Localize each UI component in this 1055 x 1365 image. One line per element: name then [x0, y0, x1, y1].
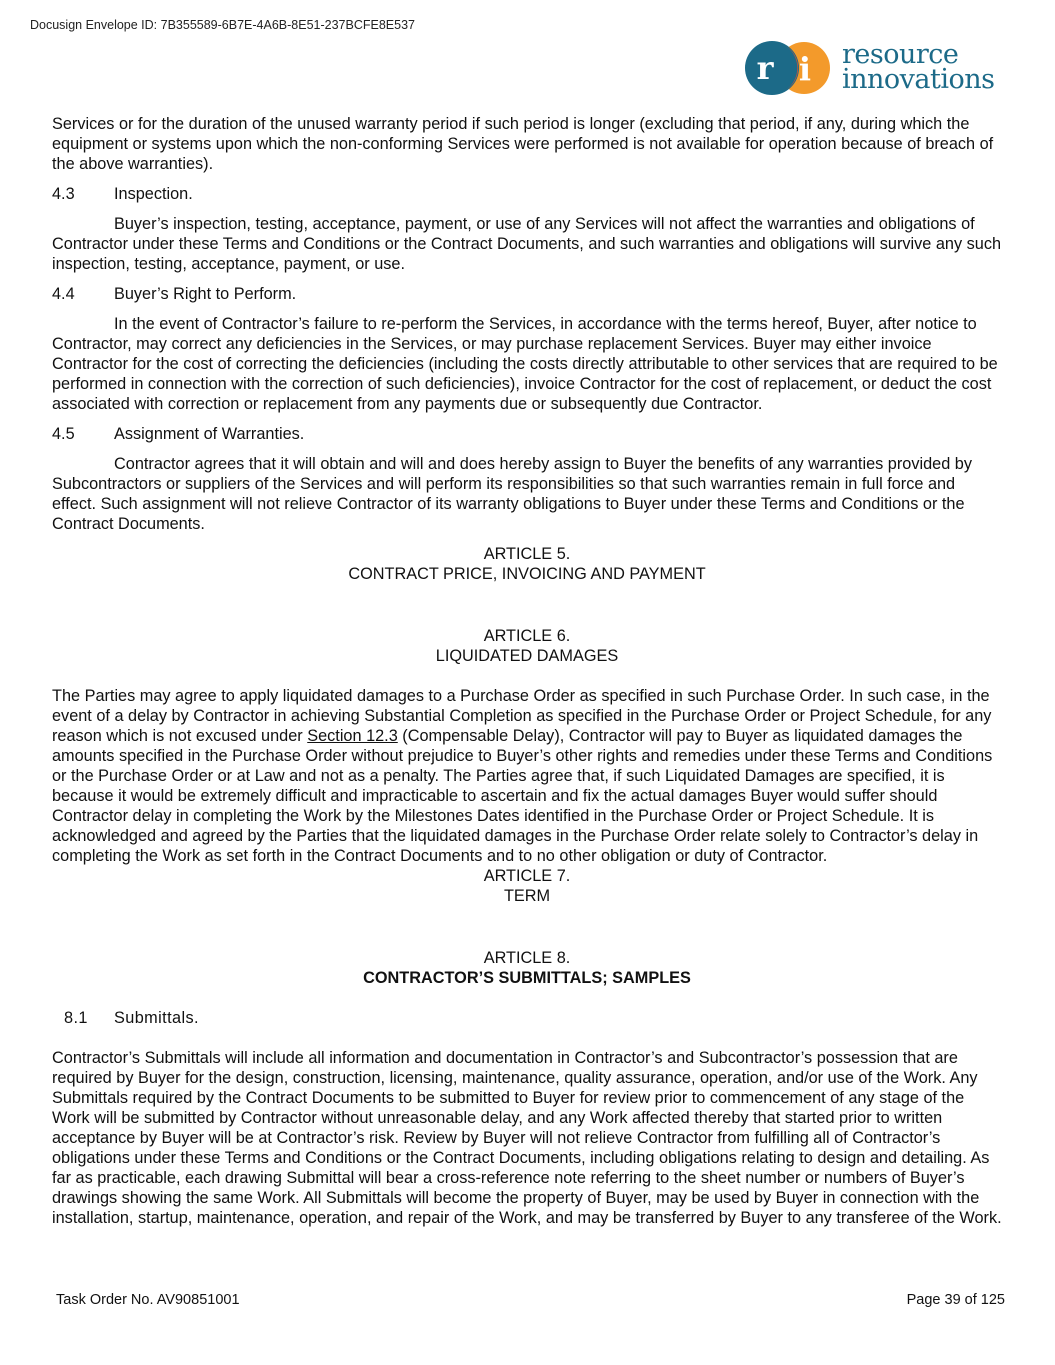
section-heading-4-4: 4.4 Buyer’s Right to Perform.	[52, 285, 297, 303]
section-4-5-body: Contractor agrees that it will obtain and will and does hereby assign to Buyer the benefits of any warranties provided by Subcontractors or suppliers of the Services and will perform its responsibilities so that such warranties remain in full force and effect. Such assignment will not relieve Contractor of its warranty obligations to Buyer under these Terms and Conditions or the Contract Documents.	[52, 455, 972, 533]
envelope-id: Docusign Envelope ID: 7B355589-6B7E-4A6B-8E51-237BCFE8E537	[30, 18, 415, 32]
logo-circles	[742, 40, 834, 96]
section-4-4-body: In the event of Contractor’s failure to re-perform the Services, in accordance with the terms hereof, Buyer, after notice to Contractor, may correct any deficiencies in the Services, or may purchase replacement Services. Buyer may either invoice Contractor for the cost of correcting the deficiencies (including the costs directly attributable to other services that are required to be performed in connection with the correction of such deficiencies), invoice Contractor for the cost of replacement, or deduct the cost associated with correction or replacement from any payments due or subsequently due Contractor.	[52, 315, 998, 413]
article-5-title: CONTRACT PRICE, INVOICING AND PAYMENT	[348, 565, 706, 583]
article-6-body: The Parties may agree to apply liquidated damages to a Purchase Order as specified in such Purchase Order. In such case, in the event of a delay by Contractor in achieving Substantial Completion as specified in the Purchase Order or Project Schedule, for any reason which is not excused under Section 12.3 (Compensable Delay), Contractor will pay to Buyer as liquidated damages the amounts specified in the Purchase Order without prejudice to Buyer’s other rights and remedies under these Terms and Conditions or the Purchase Order or at Law and not as a penalty. The Parties agree that, if such Liquidated Damages are specified, it is because it would be extremely difficult and impracticable to ascertain and fix the actual damages Buyer would suffer should Contractor delay in completing the Work by the Milestones Dates identified in the Purchase Order or Project Schedule. It is acknowledged and agreed by the Parties that the liquidated damages in the Purchase Order relate solely to Contractor’s delay in completing the Work as set forth in the Contract Documents and to no other obligation or duty of Contractor.	[52, 687, 993, 865]
logo-word-innovations: innovations	[842, 64, 995, 95]
article-6-title: LIQUIDATED DAMAGES	[435, 647, 619, 665]
logo-letter-r: r	[756, 49, 774, 87]
section-4-3-body: Buyer’s inspection, testing, acceptance, payment, or use of any Services will not affect the warranties and obligations of Contractor under these Terms and Conditions or the Contract Documents, and such warranties and obligations will survive any such inspection, testing, acceptance, payment, or use.	[52, 215, 1002, 273]
section-heading-4-3: 4.3 Inspection.	[52, 185, 193, 203]
company-logo	[742, 40, 1012, 96]
section-8-1-body: Contractor’s Submittals will include all information and documentation in Contractor’s and Subcontractor’s possession that are required by Buyer for the design, construction, licensing, maintenance, quality assurance, operation, and/or use of the Work. Any Submittals required by the Contract Documents to be submitted to Buyer for review prior to commencement of any stage of the Work will be submitted by Contractor without unreasonable delay, and any Work affected thereby that started prior to written acceptance by Buyer will be at Contractor’s risk. Review by Buyer will not relieve Contractor from fulfilling all of Contractor’s obligations under these Terms and Conditions or the Contract Documents, including obligations relating to design and detailing. As far as practicable, each drawing Submittal will bear a cross-reference note referring to the sheet number or numbers of Buyer’s drawings showing the same Work. All Submittals will become the property of Buyer, may be used by Buyer in connection with the installation, startup, maintenance, operation, and repair of the Work, and may be transferred by Buyer to any transferee of the Work.	[52, 1049, 1002, 1227]
document-body	[52, 114, 1002, 1228]
section-heading-4-5: 4.5 Assignment of Warranties.	[52, 425, 305, 443]
footer-page-number: Page 39 of 125	[906, 1292, 1005, 1308]
article-5-label: ARTICLE 5.	[483, 545, 571, 563]
logo-letter-i: i	[798, 50, 812, 88]
article-7-title: TERM	[503, 887, 551, 905]
article-6-label: ARTICLE 6.	[483, 627, 571, 645]
section-12-3-link[interactable]: Section 12.3	[307, 727, 398, 745]
article-7-label: ARTICLE 7.	[483, 867, 571, 885]
logo-word-resource: resource	[842, 39, 959, 70]
article-8-label: ARTICLE 8.	[483, 949, 571, 967]
section-heading-8-1: 8.1 Submittals.	[64, 1009, 199, 1027]
article-8-title: CONTRACTOR’S SUBMITTALS; SAMPLES	[363, 969, 691, 987]
footer-task-order: Task Order No. AV90851001	[56, 1292, 240, 1308]
intro-paragraph: Services or for the duration of the unused warranty period if such period is longer (excluding that period, if any, during which the equipment or systems upon which the non-conforming Services were performed is not available for operation because of breach of the above warranties).	[52, 115, 994, 173]
